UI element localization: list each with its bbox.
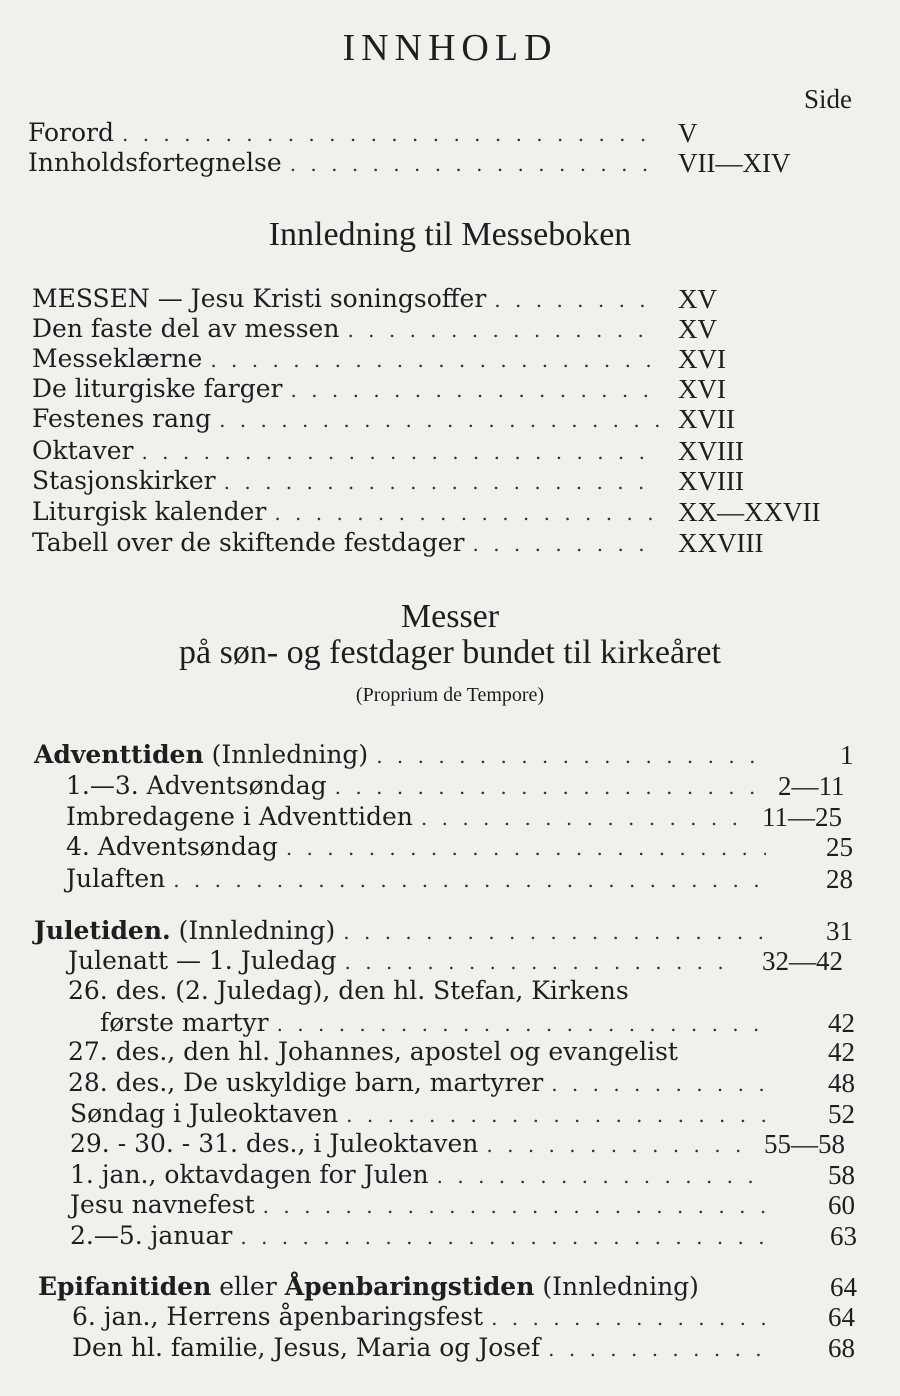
toc-entry[interactable] xyxy=(32,497,821,527)
toc-entry[interactable] xyxy=(28,118,698,148)
entry-page: 32—42 xyxy=(762,946,843,976)
entry-label: Den faste del av messen xyxy=(32,314,340,343)
entry-page: 63 xyxy=(830,1221,857,1251)
entry-label: Stasjonskirker xyxy=(32,466,216,495)
dot-leader xyxy=(240,1222,768,1252)
dot-leader xyxy=(277,1009,768,1039)
toc-entry[interactable] xyxy=(100,1008,855,1038)
entry-page: XVIII xyxy=(678,436,744,466)
entry-label: 6. jan., Herrens åpenbaringsfest xyxy=(72,1302,484,1331)
toc-entry[interactable] xyxy=(32,466,744,496)
entry-page: 11—25 xyxy=(762,802,842,832)
entry-label: første martyr xyxy=(100,1008,269,1037)
entry-label: MESSEN — Jesu Kristi soningsoffer xyxy=(32,284,487,313)
entry-label: Tabell over de skiftende festdager xyxy=(32,528,465,557)
dot-leader xyxy=(345,947,736,977)
entry-page: 31 xyxy=(826,916,853,946)
toc-entry[interactable] xyxy=(66,802,842,832)
entry-page: XVI xyxy=(678,374,726,404)
dot-leader xyxy=(335,772,766,802)
toc-entry[interactable] xyxy=(32,314,717,344)
entry-page: XV xyxy=(678,314,717,344)
entry-page: XV xyxy=(678,284,717,314)
dot-leader xyxy=(343,917,766,947)
entry-label: 2.—5. januar xyxy=(70,1221,233,1250)
entry-page: XVI xyxy=(678,344,726,374)
entry-label: Messeklærne xyxy=(32,344,203,373)
dot-leader xyxy=(551,1069,768,1099)
entry-label: Innholdsfortegnelse xyxy=(28,148,282,177)
section-note: (Proprium de Tempore) xyxy=(355,684,545,706)
toc-group-heading[interactable] xyxy=(38,1272,857,1302)
page-column-label: Side xyxy=(803,84,852,114)
dot-leader xyxy=(224,467,660,497)
entry-page: 68 xyxy=(828,1333,855,1363)
dot-leader xyxy=(376,741,766,771)
section-heading-intro: Innledning til Messeboken xyxy=(268,216,632,253)
dot-leader xyxy=(548,1334,768,1364)
entry-page: XXVIII xyxy=(678,528,764,558)
section-subheading-masses: på søn- og festdager bundet til kirkeåret xyxy=(179,634,721,671)
toc-group-heading[interactable] xyxy=(34,740,854,770)
toc-entry[interactable] xyxy=(32,528,764,558)
entry-page: 48 xyxy=(828,1068,855,1098)
toc-entry[interactable] xyxy=(32,284,717,314)
entry-label: 27. des., den hl. Johannes, apostel og evangelist xyxy=(68,1037,678,1066)
toc-entry[interactable] xyxy=(32,436,744,466)
entry-label: Søndag i Juleoktaven xyxy=(70,1099,339,1128)
entry-page: 60 xyxy=(828,1190,855,1220)
dot-leader xyxy=(421,803,748,833)
group-note: (Innledning) xyxy=(211,740,369,769)
toc-entry[interactable] xyxy=(68,946,843,976)
entry-label: Oktaver xyxy=(32,436,134,465)
dot-leader xyxy=(472,529,660,559)
entry-label: Festenes rang xyxy=(32,404,212,433)
entry-label: Liturgisk kalender xyxy=(32,497,267,526)
toc-entry[interactable] xyxy=(66,832,853,862)
toc-entry-line[interactable]: 26. des. (2. Juledag), den hl. Stefan, Kirkens xyxy=(68,976,629,1005)
toc-entry[interactable] xyxy=(70,1190,855,1220)
dot-leader xyxy=(210,345,660,375)
entry-page: 52 xyxy=(828,1099,855,1129)
toc-entry[interactable] xyxy=(70,1221,857,1251)
entry-label: Den hl. familie, Jesus, Maria og Josef xyxy=(72,1333,541,1362)
toc-entry[interactable] xyxy=(70,1129,845,1159)
dot-leader xyxy=(486,1130,748,1160)
entry-page: VII—XIV xyxy=(678,148,791,178)
group-title-alt: Åpenbaringstiden xyxy=(284,1272,535,1301)
dot-leader xyxy=(347,315,660,345)
dot-leader xyxy=(141,437,660,467)
dot-leader xyxy=(290,149,660,179)
toc-entry[interactable] xyxy=(66,864,853,894)
toc-entry[interactable] xyxy=(68,1068,855,1098)
toc-group-heading[interactable] xyxy=(34,916,853,946)
entry-page: 64 xyxy=(830,1272,857,1302)
toc-entry[interactable] xyxy=(70,1099,855,1129)
dot-leader xyxy=(491,1303,768,1333)
toc-entry[interactable] xyxy=(32,404,735,434)
group-title: Juletiden. xyxy=(34,916,171,945)
page-title: INNHOLD xyxy=(342,27,558,69)
toc-entry[interactable] xyxy=(72,1333,855,1363)
group-note: (Innledning) xyxy=(178,916,336,945)
entry-page: XX—XXVII xyxy=(678,497,821,527)
group-note: (Innledning) xyxy=(542,1272,699,1301)
entry-page: XVII xyxy=(678,404,735,434)
group-title: Epifanitiden xyxy=(38,1272,212,1301)
entry-label: Imbredagene i Adventtiden xyxy=(66,802,413,831)
entry-page: 1 xyxy=(840,740,854,770)
entry-label: 4. Adventsøndag xyxy=(66,832,278,861)
entry-label: 1. jan., oktavdagen for Julen xyxy=(70,1160,429,1189)
entry-page: 42 xyxy=(828,1037,855,1067)
toc-entry[interactable] xyxy=(28,148,791,178)
entry-label: Julenatt — 1. Juledag xyxy=(68,946,337,975)
entry-page: 58 xyxy=(828,1160,855,1190)
entry-page: 25 xyxy=(826,832,853,862)
dot-leader xyxy=(173,865,766,895)
dot-leader xyxy=(122,119,660,149)
entry-label: Julaften xyxy=(66,864,166,893)
entry-page: 64 xyxy=(828,1302,855,1332)
section-heading-masses: Messer xyxy=(400,598,500,635)
entry-page: 55—58 xyxy=(764,1129,845,1159)
toc-entry[interactable] xyxy=(68,1037,855,1067)
toc-entry[interactable] xyxy=(70,1160,855,1190)
dot-leader xyxy=(290,375,660,405)
entry-label: 1.—3. Adventsøndag xyxy=(66,771,327,800)
entry-label: Forord xyxy=(28,118,114,147)
dot-leader xyxy=(286,833,766,863)
entry-page: 2—11 xyxy=(778,771,845,801)
toc-entry[interactable] xyxy=(72,1302,855,1332)
entry-label: De liturgiske farger xyxy=(32,374,283,403)
dot-leader xyxy=(494,285,660,315)
entry-label: Jesu navnefest xyxy=(70,1190,255,1219)
dot-leader xyxy=(263,1191,768,1221)
dot-leader xyxy=(274,498,660,528)
toc-entry[interactable] xyxy=(32,344,726,374)
group-title: Adventtiden xyxy=(34,740,204,769)
entry-label: 28. des., De uskyldige barn, martyrer xyxy=(68,1068,544,1097)
entry-page: V xyxy=(678,118,698,148)
toc-entry[interactable] xyxy=(32,374,726,404)
group-connector: eller xyxy=(219,1272,277,1301)
entry-page: 42 xyxy=(828,1008,855,1038)
entry-page: 28 xyxy=(826,864,853,894)
entry-label: 29. - 30. - 31. des., i Juleoktaven xyxy=(70,1129,479,1158)
dot-leader xyxy=(219,405,660,435)
entry-page: XVIII xyxy=(678,466,744,496)
dot-leader xyxy=(346,1100,768,1130)
dot-leader xyxy=(437,1161,768,1191)
toc-entry[interactable] xyxy=(66,771,845,801)
